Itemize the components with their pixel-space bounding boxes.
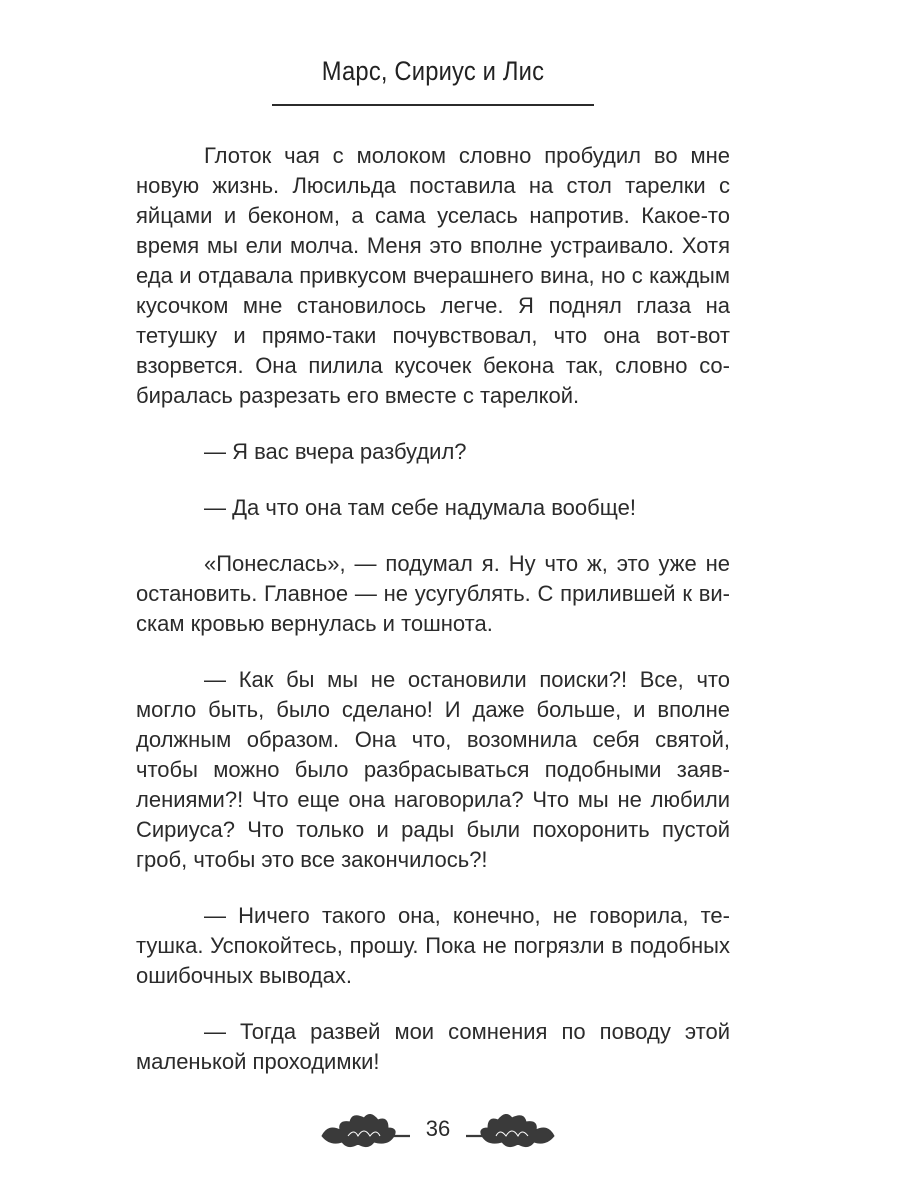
page-body [136, 141, 730, 1103]
leaf-ornament-icon [318, 1106, 414, 1154]
paragraph: — Да что она там себе надумала вообще! [204, 495, 636, 520]
leaf-ornament-icon [462, 1106, 558, 1154]
header-divider [272, 104, 594, 106]
paragraph: — Как бы мы не остановили поиски?! Все, что могло быть, было сделано! И даже больше, и вполне должным образом. Она что, возомнила себя святой, чтобы можно было разбрасываться подобными заявлениями?! Что еще она наговорила? Что мы не любили Сириуса? Что только и рады были похоронить пустой гроб, чтобы это все закончилось?! [136, 667, 730, 872]
paragraph: «Понеслась», — подумал я. Ну что ж, это уже не остановить. Главное — не усугублять. С прилившей к вискам кровью вернулась и тошнота. [136, 551, 730, 636]
paragraph: — Я вас вчера разбудил? [204, 439, 467, 464]
page-number: 36 [425, 1116, 451, 1141]
paragraph: — Ничего такого она, конечно, не говорила, тетушка. Успокойтесь, прошу. Пока не погрязли в подобных ошибочных выводах. [136, 903, 730, 988]
paragraph: Глоток чая с молоком словно пробудил во мне новую жизнь. Люсильда поставила на стол тарелки с яйцами и беконом, а сама уселась напротив. Какое-то время мы ели молча. Меня это вполне устраивало. Хотя еда и отдавала привкусом вчерашнего вина, но с каждым кусочком мне становилось легче. Я поднял глаза на тетушку и прямо-таки почувствовал, что она вот-вот взорвется. Она пилила кусочек бекона так, словно собиралась разрезать его вместе с тарелкой. [136, 143, 730, 408]
page-footer [0, 1100, 900, 1160]
paragraph: — Тогда развей мои сомнения по поводу этой маленькой проходимки! [136, 1019, 730, 1074]
running-title: Марс, Сириус и Лис [321, 56, 545, 86]
